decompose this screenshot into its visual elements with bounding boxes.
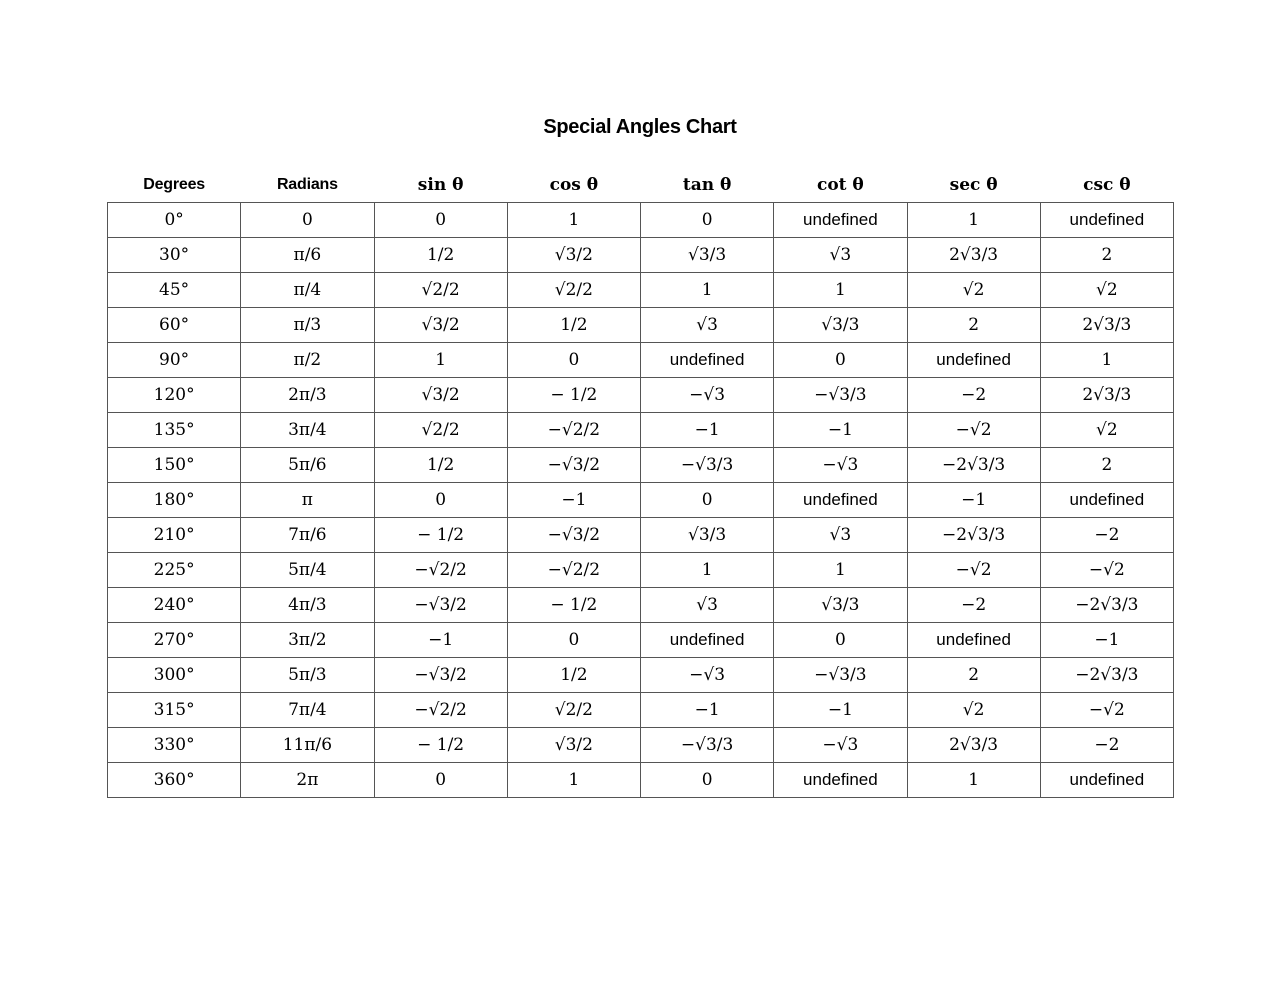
cell-tan: −√3/3: [641, 728, 774, 763]
cell-tan: 1: [641, 273, 774, 308]
cell-cot: √3: [774, 518, 907, 553]
cell-sec: −1: [907, 483, 1040, 518]
cell-sec: 2: [907, 308, 1040, 343]
cell-csc: undefined: [1040, 203, 1173, 238]
cell-cot: −1: [774, 693, 907, 728]
table-row: [108, 693, 1174, 728]
cell-csc: −√2: [1040, 693, 1173, 728]
cell-tan: 0: [641, 483, 774, 518]
cell-cos: −√3/2: [507, 448, 640, 483]
cell-degrees: 330°: [108, 728, 241, 763]
cell-csc: 1: [1040, 343, 1173, 378]
cell-cot: −1: [774, 413, 907, 448]
cell-cos: √2/2: [507, 693, 640, 728]
cell-sin: −√3/2: [374, 658, 507, 693]
header-csc: csc θ: [1083, 175, 1131, 195]
table-row: [108, 238, 1174, 273]
cell-degrees: 90°: [108, 343, 241, 378]
cell-degrees: 45°: [108, 273, 241, 308]
table-row: [108, 553, 1174, 588]
cell-cos: 0: [507, 343, 640, 378]
cell-radians: 3π/4: [241, 413, 374, 448]
cell-radians: π/4: [241, 273, 374, 308]
cell-cot: −√3: [774, 448, 907, 483]
cell-sec: −√2: [907, 553, 1040, 588]
cell-sec: −2√3/3: [907, 448, 1040, 483]
special-angles-table: [107, 168, 1174, 798]
cell-cos: √3/2: [507, 728, 640, 763]
cell-degrees: 225°: [108, 553, 241, 588]
cell-tan: 0: [641, 763, 774, 798]
cell-cot: 0: [774, 623, 907, 658]
page-title: Special Angles Chart: [543, 116, 737, 138]
cell-sin: − 1/2: [374, 518, 507, 553]
cell-sin: −1: [374, 623, 507, 658]
table-row: [108, 273, 1174, 308]
cell-cot: undefined: [774, 203, 907, 238]
cell-sec: 2: [907, 658, 1040, 693]
cell-csc: −1: [1040, 623, 1173, 658]
cell-tan: √3/3: [641, 238, 774, 273]
cell-csc: −√2: [1040, 553, 1173, 588]
cell-tan: −√3: [641, 378, 774, 413]
cell-sin: −√3/2: [374, 588, 507, 623]
cell-tan: √3: [641, 308, 774, 343]
cell-sin: √2/2: [374, 273, 507, 308]
header-cos: cos θ: [549, 175, 599, 195]
table-row: [108, 448, 1174, 483]
cell-degrees: 360°: [108, 763, 241, 798]
cell-radians: π/3: [241, 308, 374, 343]
table-row: [108, 623, 1174, 658]
cell-radians: 5π/3: [241, 658, 374, 693]
cell-radians: 4π/3: [241, 588, 374, 623]
cell-tan: 1: [641, 553, 774, 588]
cell-degrees: 150°: [108, 448, 241, 483]
cell-radians: 7π/6: [241, 518, 374, 553]
table-row: [108, 308, 1174, 343]
cell-tan: −√3/3: [641, 448, 774, 483]
cell-degrees: 60°: [108, 308, 241, 343]
cell-cot: −√3/3: [774, 378, 907, 413]
cell-tan: −1: [641, 693, 774, 728]
cell-sec: 2√3/3: [907, 728, 1040, 763]
cell-degrees: 120°: [108, 378, 241, 413]
table-row: [108, 378, 1174, 413]
cell-sec: −√2: [907, 413, 1040, 448]
cell-cot: −√3: [774, 728, 907, 763]
cell-cot: √3/3: [774, 308, 907, 343]
header-cot: cot θ: [816, 175, 864, 195]
cell-degrees: 315°: [108, 693, 241, 728]
cell-cos: − 1/2: [507, 588, 640, 623]
cell-degrees: 30°: [108, 238, 241, 273]
cell-cot: 1: [774, 553, 907, 588]
cell-radians: 5π/4: [241, 553, 374, 588]
cell-cos: √3/2: [507, 238, 640, 273]
cell-csc: undefined: [1040, 483, 1173, 518]
cell-cos: −1: [507, 483, 640, 518]
cell-csc: −2√3/3: [1040, 658, 1173, 693]
cell-csc: 2√3/3: [1040, 378, 1173, 413]
cell-csc: −2√3/3: [1040, 588, 1173, 623]
cell-radians: 7π/4: [241, 693, 374, 728]
cell-cos: 1/2: [507, 658, 640, 693]
cell-radians: 5π/6: [241, 448, 374, 483]
cell-sin: 0: [374, 483, 507, 518]
cell-radians: π: [241, 483, 374, 518]
cell-cos: −√2/2: [507, 413, 640, 448]
cell-radians: 2π/3: [241, 378, 374, 413]
cell-cos: 0: [507, 623, 640, 658]
header-sin: sin θ: [417, 175, 464, 195]
cell-sec: −2√3/3: [907, 518, 1040, 553]
cell-sec: −2: [907, 588, 1040, 623]
cell-csc: undefined: [1040, 763, 1173, 798]
table-row: [108, 413, 1174, 448]
cell-sin: √2/2: [374, 413, 507, 448]
cell-csc: −2: [1040, 728, 1173, 763]
cell-cos: √2/2: [507, 273, 640, 308]
cell-sec: √2: [907, 273, 1040, 308]
cell-tan: 0: [641, 203, 774, 238]
cell-tan: undefined: [641, 623, 774, 658]
table-row: [108, 728, 1174, 763]
table-row: [108, 763, 1174, 798]
cell-cot: 1: [774, 273, 907, 308]
table-row: [108, 203, 1174, 238]
cell-tan: −1: [641, 413, 774, 448]
cell-cos: − 1/2: [507, 378, 640, 413]
cell-degrees: 240°: [108, 588, 241, 623]
cell-csc: 2√3/3: [1040, 308, 1173, 343]
cell-cot: 0: [774, 343, 907, 378]
cell-degrees: 135°: [108, 413, 241, 448]
cell-sec: 1: [907, 763, 1040, 798]
cell-sec: undefined: [907, 623, 1040, 658]
table-row: [108, 518, 1174, 553]
header-sec: sec θ: [949, 175, 998, 195]
cell-cot: √3/3: [774, 588, 907, 623]
cell-degrees: 300°: [108, 658, 241, 693]
header-degrees: Degrees: [143, 176, 205, 193]
cell-sin: −√2/2: [374, 693, 507, 728]
cell-degrees: 270°: [108, 623, 241, 658]
cell-csc: −2: [1040, 518, 1173, 553]
cell-cos: 1: [507, 763, 640, 798]
cell-tan: undefined: [641, 343, 774, 378]
cell-sec: 2√3/3: [907, 238, 1040, 273]
cell-degrees: 180°: [108, 483, 241, 518]
table-body: [108, 203, 1174, 798]
cell-degrees: 210°: [108, 518, 241, 553]
cell-radians: 2π: [241, 763, 374, 798]
cell-sin: 1/2: [374, 238, 507, 273]
cell-tan: −√3: [641, 658, 774, 693]
header-tan: tan θ: [682, 175, 732, 195]
cell-sin: √3/2: [374, 378, 507, 413]
cell-radians: 3π/2: [241, 623, 374, 658]
table-row: [108, 658, 1174, 693]
cell-csc: √2: [1040, 273, 1173, 308]
cell-cot: undefined: [774, 483, 907, 518]
header-radians: Radians: [276, 176, 338, 193]
cell-radians: π/2: [241, 343, 374, 378]
cell-sin: − 1/2: [374, 728, 507, 763]
table-header: [108, 168, 1174, 203]
table-row: [108, 343, 1174, 378]
cell-cos: −√3/2: [507, 518, 640, 553]
cell-cot: undefined: [774, 763, 907, 798]
cell-csc: √2: [1040, 413, 1173, 448]
cell-csc: 2: [1040, 238, 1173, 273]
table-row: [108, 588, 1174, 623]
cell-cos: 1/2: [507, 308, 640, 343]
cell-sec: √2: [907, 693, 1040, 728]
header-row: [108, 168, 1174, 203]
cell-tan: √3: [641, 588, 774, 623]
cell-sin: −√2/2: [374, 553, 507, 588]
cell-sec: −2: [907, 378, 1040, 413]
cell-sin: 0: [374, 763, 507, 798]
cell-sin: 1/2: [374, 448, 507, 483]
cell-cot: √3: [774, 238, 907, 273]
cell-cos: −√2/2: [507, 553, 640, 588]
cell-sec: 1: [907, 203, 1040, 238]
cell-csc: 2: [1040, 448, 1173, 483]
cell-cos: 1: [507, 203, 640, 238]
cell-cot: −√3/3: [774, 658, 907, 693]
cell-sin: 1: [374, 343, 507, 378]
cell-sin: √3/2: [374, 308, 507, 343]
cell-tan: √3/3: [641, 518, 774, 553]
cell-sec: undefined: [907, 343, 1040, 378]
cell-radians: 11π/6: [241, 728, 374, 763]
cell-radians: 0: [241, 203, 374, 238]
cell-sin: 0: [374, 203, 507, 238]
table-row: [108, 483, 1174, 518]
cell-degrees: 0°: [108, 203, 241, 238]
cell-radians: π/6: [241, 238, 374, 273]
